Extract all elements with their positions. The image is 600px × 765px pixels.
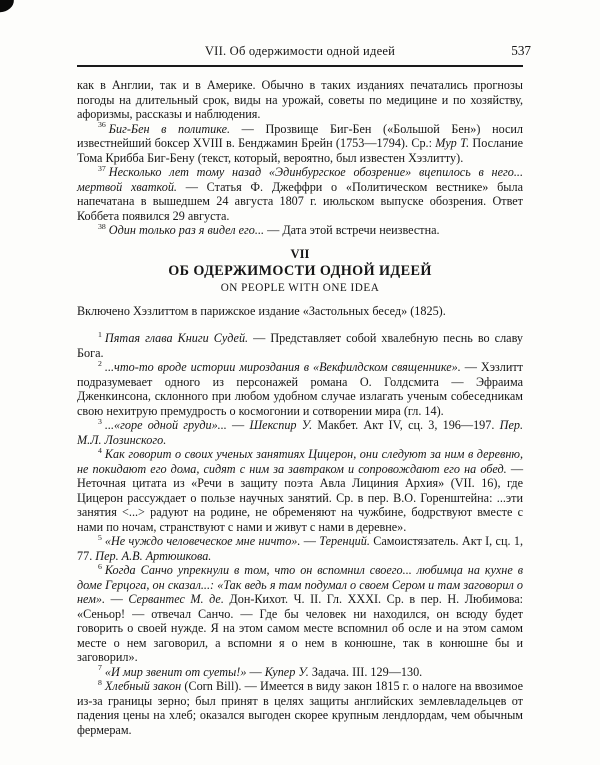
note-text-segment: — Прозвище Биг-Бен («Большой Бен») носил известнейший боксер XVIII в. Бенджамин Брейн (1753—1794). Ср.: [77, 121, 523, 150]
scan-corner-artifact [0, 0, 14, 12]
note-text-segment: Один только раз я видел его... [108, 223, 265, 237]
note-text-segment: — [246, 664, 265, 679]
continuation-paragraph: как в Англии, так и в Америке. Обычно в таких изданиях печатались прогнозы погоды на длительный срок, виды на урожай, советы по медицине и по хозяйству, афоризмы, рассказы и наблюдения. [77, 78, 523, 121]
note-text-segment: Послание Тома Крибба Биг-Бену (текст, который, вероятно, был известен Хэзлитту). [77, 136, 523, 165]
note-text-segment: Несколько лет тому назад «Эдинбургское обозрение» вцепилось в него... мертвой хваткой. [77, 165, 523, 194]
section-number: VII [290, 246, 310, 261]
section-heading [77, 246, 523, 295]
notes-main [77, 331, 523, 737]
note-text-segment: Макбет. Акт IV, сц. 3, 196—197. [312, 418, 500, 432]
note-text-segment: «Не чуждо человеческое мне ничто». [104, 534, 301, 548]
note-paragraph [77, 360, 523, 418]
note-text-segment: (Corn Bill). — Имеется в виду закон 1815 г. о налоге на ввозимое из-за границы зерно; был принят в целях защиты английских землевладельцев от падения цены на хлеб; оказался выгоден скорее крупным лендлордам, чем обычным фермерам. [77, 679, 523, 737]
running-header-title: VII. Об одержимости одной идеей [204, 44, 396, 58]
note-text-segment: Пер. М.Л. Лозинского. [77, 418, 523, 447]
note-text-segment: — Представляет собой хвалебную песнь во славу Бога. [77, 331, 523, 360]
note-number: 8 [98, 677, 102, 687]
note-text-segment: Как говорит о своих ученых занятиях Цицерон, они следуют за ним в деревню, не покидают его дома, сидят с ним за завтраком и сопровождают его на обед. [77, 447, 523, 476]
note-text-segment: ...«горе одной груди»... [104, 418, 227, 432]
note-paragraph [77, 679, 523, 737]
note-number: 4 [98, 445, 102, 455]
note-text-segment: Хлебный закон [104, 679, 182, 693]
note-number: 7 [98, 663, 102, 673]
note-number: 3 [98, 416, 102, 426]
note-text-segment: Теренций. [319, 534, 370, 548]
note-text-segment: «И мир звенит от суеты!» [104, 664, 247, 679]
note-text-segment: ...что-то вроде истории мироздания в «Векфилдском священнике». [104, 360, 461, 374]
notes-previous-essay [77, 122, 523, 238]
section-title-en: ON PEOPLE WITH ONE IDEA [220, 281, 380, 294]
note-text-segment: — [226, 418, 250, 432]
section-title-ru: ОБ ОДЕРЖИМОСТИ ОДНОЙ ИДЕЕЙ [168, 262, 432, 279]
note-text-segment: — Неточная цитата из «Речи в защиту поэта Авла Лициния Архия» (VII. 16), где Цицерон рассуждает о пользе научных занятий. Ср. в пер. В.О. Горенштейна: ...эти занятия <...> радуют на родине, не обременяют на чужбине, бодрствуют вместе с нами по ночам, странствуют с нами и живут с нами в деревне». [77, 461, 524, 534]
note-text-segment: — Статья Ф. Джеффри о «Политическом вестнике» была напечатана в вышедшем 24 августа 1807 г. июльском выпуске обозрения. Ответ Коббета появился 29 августа. [77, 179, 523, 223]
note-paragraph [77, 418, 523, 447]
text-block [77, 78, 523, 737]
note-text-segment: Сервантес М. де. [128, 592, 224, 606]
note-text-segment: Купер У. [264, 664, 309, 679]
note-text-segment: Самоистязатель. Акт I, сц. 1, 77. [77, 534, 523, 563]
running-header [77, 43, 531, 67]
note-number: 6 [98, 561, 102, 571]
note-paragraph [77, 534, 523, 563]
note-paragraph [77, 122, 523, 166]
note-number: 38 [98, 221, 106, 231]
note-text-segment: Шекспир У. [249, 418, 313, 432]
note-number: 37 [98, 163, 106, 173]
note-paragraph [77, 223, 523, 238]
inclusion-note: Включено Хэзлиттом в парижское издание «Застольных бесед» (1825). [77, 303, 446, 318]
note-number: 5 [98, 532, 102, 542]
note-text-segment: Пер. А.В. Артюшкова. [95, 548, 212, 563]
note-number: 36 [98, 120, 106, 130]
note-text-segment: Биг-Бен в политике. [108, 121, 231, 136]
note-text-segment: Задача. III. 129—130. [308, 664, 423, 679]
note-paragraph [77, 563, 523, 665]
note-text-segment: — Хэзлитт подразумевает одного из персонажей романа О. Голдсмита — Эфраима Дженкинсона, склонного при любом удобном случае излагать ученым собеседникам свою нехитрую премудрость о космогонии и сотворении мира (гл. 14). [77, 360, 523, 418]
note-text-segment: — Дата этой встречи неизвестна. [264, 223, 440, 237]
note-text-segment: Мур Т. [435, 136, 470, 150]
note-paragraph [77, 331, 523, 360]
note-text-segment: Дон-Кихот. Ч. II. Гл. XXXI. Ср. в пер. Н. Любимова: «Сеньор! — отвечал Санчо. — Где бы человек ни находился, он всюду будет говорить о своей нужде. Я на этом самом месте вспомнил об осле и на этом самом месте о нем заговорил, а вспомни я о нем в конюшне, так в конюшне бы и заговорил». [77, 592, 523, 664]
note-text-segment: Пятая глава Книги Судей. [104, 331, 249, 345]
note-text-segment: — [105, 592, 129, 606]
page-number: 537 [511, 43, 531, 58]
note-text-segment: — [300, 534, 320, 548]
note-paragraph [77, 447, 523, 534]
note-text-segment: Когда Санчо упрекнули в том, что он вспомнил своего... любимца на кухне в доме Герцога, он сказал...: «Так ведь я там подумал о своем Сером и там заговорил о нем». [77, 563, 523, 606]
note-number: 1 [98, 329, 102, 339]
note-number: 2 [98, 358, 102, 368]
note-paragraph [77, 665, 523, 680]
note-paragraph [77, 165, 523, 223]
